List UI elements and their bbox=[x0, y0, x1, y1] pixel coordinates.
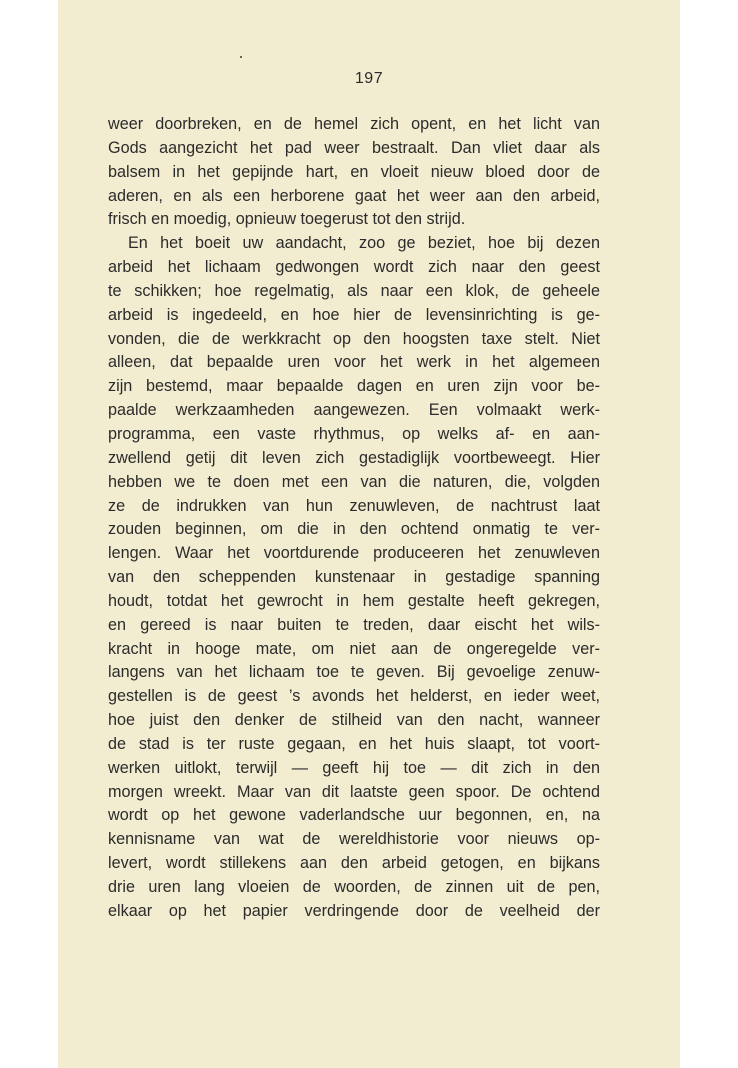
text-line: Gods aangezicht het pad weer bestraalt. Dan vliet daar als bbox=[108, 138, 600, 157]
paragraph-1 bbox=[108, 113, 600, 232]
text-line: morgen wreekt. Maar van dit laatste geen spoor. De ochtend bbox=[108, 782, 600, 801]
text-line: frisch en moedig, opnieuw toegerust tot den strijd. bbox=[108, 210, 466, 229]
text-line: drie uren lang vloeien de woorden, de zinnen uit de pen, bbox=[108, 878, 600, 896]
text-line: elkaar op het papier verdringende door de veelheid der bbox=[108, 901, 600, 920]
book-page bbox=[58, 0, 680, 1068]
text-line: gestellen is de geest ’s avonds het helderst, en ieder weet, bbox=[108, 687, 600, 706]
text-line: werken uitlokt, terwijl — geeft hij toe — dit zich in den bbox=[108, 758, 600, 777]
text-line: kracht in hooge mate, om niet aan de ongeregelde ver- bbox=[108, 639, 600, 658]
text-line: en gereed is naar buiten te treden, daar eischt het wils- bbox=[108, 615, 600, 634]
text-line: zouden beginnen, om die in den ochtend onmatig te ver- bbox=[108, 520, 600, 539]
text-line: ze de indrukken van hun zenuwleven, de nachtrust laat bbox=[108, 496, 600, 515]
text-line: houdt, totdat het gewrocht in hem gestalte heeft gekregen, bbox=[108, 591, 600, 610]
text-line: levert, wordt stillekens aan den arbeid getogen, en bijkans bbox=[108, 854, 600, 873]
text-line: zijn bestemd, maar bepaalde dagen en uren zijn voor be- bbox=[108, 377, 600, 396]
text-line: lengen. Waar het voortdurende produceeren het zenuwleven bbox=[108, 544, 600, 563]
text-line: zwellend getij dit leven zich gestadiglijk voortbeweegt. Hier bbox=[108, 448, 600, 467]
text-line: hoe juist den denker de stilheid van den nacht, wanneer bbox=[108, 711, 600, 730]
paragraph-2 bbox=[108, 232, 600, 923]
text-line: programma, een vaste rhythmus, op welks af- en aan- bbox=[108, 424, 600, 443]
ink-speck bbox=[240, 56, 242, 58]
body-text bbox=[108, 113, 600, 924]
text-line: alleen, dat bepaalde uren voor het werk in het algemeen bbox=[108, 353, 600, 372]
text-line: langens van het lichaam toe te geven. Bij gevoelige zenuw- bbox=[108, 663, 600, 682]
text-line: aderen, en als een herborene gaat het weer aan den arbeid, bbox=[108, 186, 600, 205]
text-line: wordt op het gewone vaderlandsche uur begonnen, en, na bbox=[108, 806, 600, 825]
text-line: arbeid het lichaam gedwongen wordt zich naar den geest bbox=[108, 258, 600, 277]
text-line: van den scheppenden kunstenaar in gestadige spanning bbox=[108, 568, 600, 587]
text-line: paalde werkzaamheden aangewezen. Een volmaakt werk- bbox=[108, 401, 600, 420]
text-line: En het boeit uw aandacht, zoo ge beziet, hoe bij dezen bbox=[128, 234, 600, 253]
text-line: arbeid is ingedeeld, en hoe hier de levensinrichting is ge- bbox=[108, 305, 600, 324]
text-line: te schikken; hoe regelmatig, als naar een klok, de geheele bbox=[108, 281, 600, 300]
text-line: balsem in het gepijnde hart, en vloeit nieuw bloed door de bbox=[108, 162, 600, 181]
text-line: de stad is ter ruste gegaan, en het huis slaapt, tot voort- bbox=[108, 734, 600, 753]
text-line: hebben we te doen met een van die naturen, die, volgden bbox=[108, 472, 600, 491]
text-line: vonden, die de werkkracht op den hoogsten taxe stelt. Niet bbox=[108, 329, 600, 348]
text-line: weer doorbreken, en de hemel zich opent, en het licht van bbox=[108, 115, 600, 133]
text-line: kennisname van wat de wereldhistorie voor nieuws op- bbox=[108, 830, 600, 849]
page-number: 197 bbox=[354, 70, 384, 87]
